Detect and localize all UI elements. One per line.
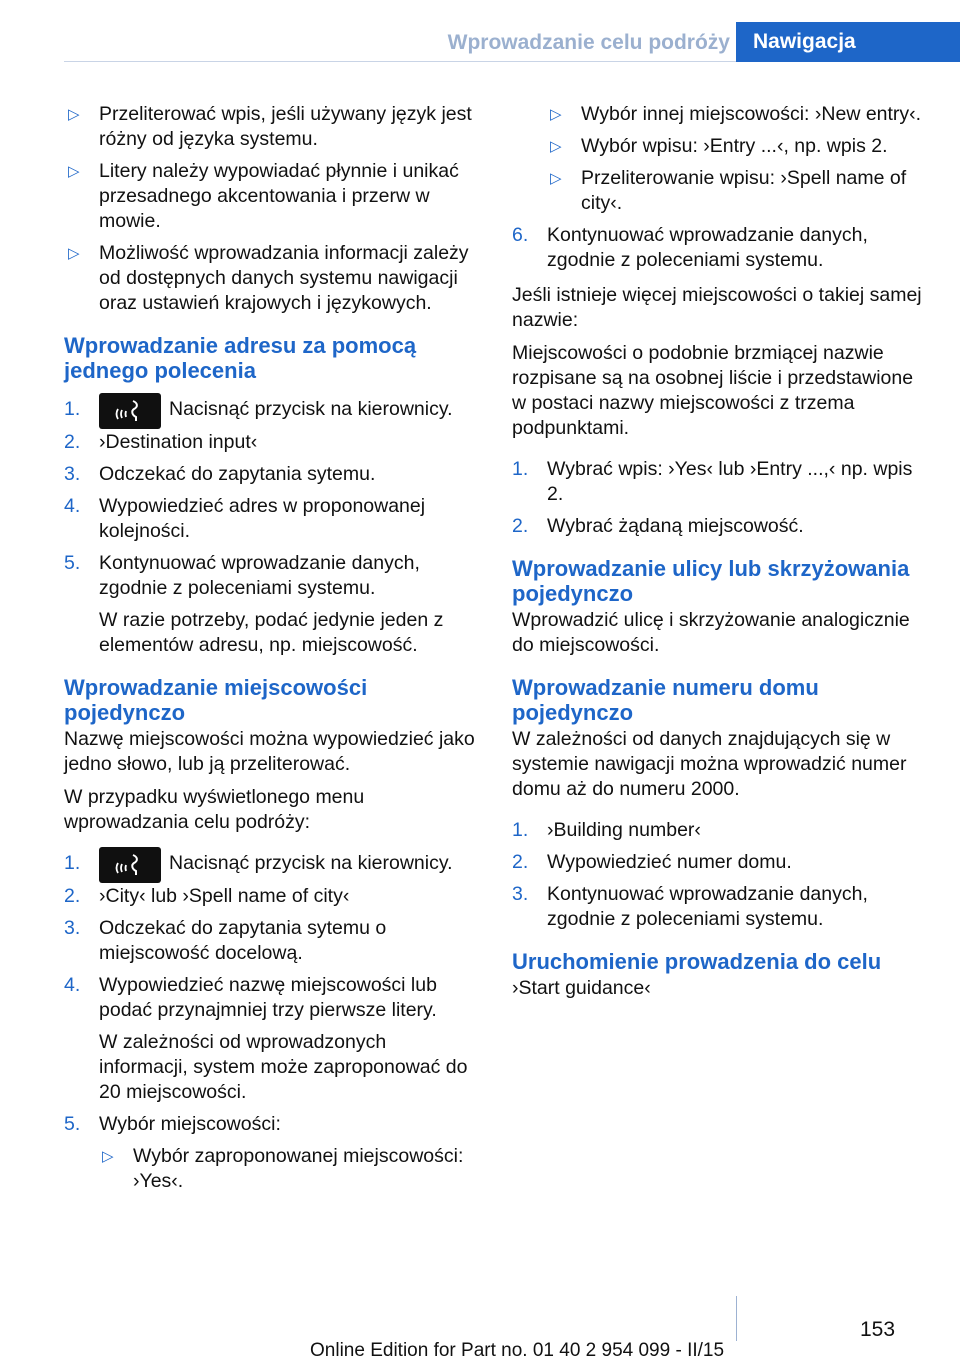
paragraph: ›Start guidance‹: [512, 977, 651, 999]
voice-glyph: [114, 851, 146, 879]
bullet-triangle-icon: ▷: [550, 170, 562, 187]
step-note: W razie potrzeby, podać jedynie jeden z elementów adresu, np. miejscowość.: [99, 609, 444, 656]
bullet-triangle-icon: ▷: [68, 245, 80, 262]
heading-street-single: Wprowadzanie ulicy lub skrzyżowania pojedynczo: [512, 556, 910, 606]
list-item: ▷ Wybór zaproponowanej miejscowości: ›Yes‹.: [102, 1145, 464, 1192]
list-item: 1. ›Building number‹: [512, 819, 701, 841]
address-steps: [64, 397, 476, 658]
header-rule: [64, 61, 736, 62]
list-item: ▷ Możliwość wprowadzania informacji zależy od dostępnych danych systemu nawigacji oraz ustawień krajowych i językowych.: [68, 242, 469, 314]
list-item: ▷ Litery należy wypowiadać płynnie i unikać przesadnego akcentowania i przerw w mowie.: [68, 160, 459, 232]
heading-start-guidance: Uruchomienie prowadzenia do celu: [512, 949, 882, 974]
multi-city-steps: [512, 457, 924, 539]
paragraph: W zależności od danych znajdujących się w systemie nawigacji można wprowadzić numer domu aż do numeru 2000.: [512, 728, 907, 800]
step-note: W zależności od wprowadzonych informacji, system może zaproponować do 20 miejscowości.: [99, 1031, 468, 1103]
list-item: 2. ›Destination input‹: [64, 431, 258, 453]
footer-rule: [736, 1296, 737, 1341]
list-item: ▷ Wybór innej miejscowości: ›New entry‹.: [550, 103, 922, 125]
bullet-triangle-icon: ▷: [550, 106, 562, 123]
paragraph: Miejscowości o podobnie brzmiącej nazwie rozpisane są na osobnej liście i przedstawione w postaci nazwy miejscowości z trzema podpunktami.: [512, 342, 914, 439]
bullet-triangle-icon: ▷: [102, 1148, 114, 1165]
list-item: 2. ›City‹ lub ›Spell name of city‹: [64, 885, 350, 907]
bullet-triangle-icon: ▷: [68, 163, 80, 180]
right-column: [512, 102, 924, 1009]
heading-address-single-command: Wprowadzanie adresu za pomocą jednego polecenia: [64, 333, 417, 383]
chapter-tab[interactable]: Nawigacja: [736, 22, 960, 62]
list-item: 1. Nacisnąć przycisk na kierownicy.: [64, 397, 476, 423]
list-item: 3. Odczekać do zapytania sytemu o miejscowość docelową.: [64, 917, 387, 964]
bullet-list: [64, 102, 476, 316]
city-steps: [64, 851, 476, 1194]
list-item: 2. Wybrać żądaną miejscowość.: [512, 515, 804, 537]
city-substeps-continued: [512, 102, 924, 273]
page-header: [0, 0, 960, 62]
paragraph: Nazwę miejscowości można wypowiedzieć jako jedno słowo, lub ją przeliterować.: [64, 728, 475, 775]
list-item: 6. Kontynuować wprowadzanie danych, zgodnie z poleceniami systemu.: [512, 224, 868, 271]
left-column: [64, 102, 476, 1204]
voice-command-icon: [99, 847, 161, 883]
bullet-triangle-icon: ▷: [550, 138, 562, 155]
list-item: 3. Odczekać do zapytania sytemu.: [64, 463, 376, 485]
list-item: ▷ Przeliterowanie wpisu: ›Spell name of city‹.: [550, 167, 907, 214]
edition-line: Online Edition for Part no. 01 40 2 954 099 - II/15: [310, 1340, 725, 1361]
list-item: ▷ Przeliterować wpis, jeśli używany język jest różny od języka systemu.: [68, 103, 472, 150]
paragraph: W przypadku wyświetlonego menu wprowadzania celu podróży:: [64, 786, 365, 833]
list-item: 4. Wypowiedzieć nazwę miejscowości lub podać przynajmniej trzy pierwsze litery. W zależności od wprowadzonych informacji, system może zaproponować do 20 miejscowości.: [64, 973, 476, 1105]
heading-house-number: Wprowadzanie numeru domu pojedynczo: [512, 675, 819, 725]
list-item: 2. Wypowiedzieć numer domu.: [512, 851, 792, 873]
heading-city-single: Wprowadzanie miejscowości pojedynczo: [64, 675, 368, 725]
voice-glyph: [114, 397, 146, 425]
step-number: 1.: [64, 398, 81, 420]
list-item: 5. Kontynuować wprowadzanie danych, zgodnie z poleceniami systemu. W razie potrzeby, podać jedynie jeden z elementów adresu, np. miejscowość.: [64, 551, 476, 658]
page-number: 153: [860, 1318, 896, 1341]
list-item: 1. Nacisnąć przycisk na kierownicy.: [64, 851, 476, 877]
list-item: ▷ Wybór wpisu: ›Entry ...‹, np. wpis 2.: [550, 135, 888, 157]
list-item: 3. Kontynuować wprowadzanie danych, zgodnie z poleceniami systemu.: [512, 883, 868, 930]
bullet-triangle-icon: ▷: [68, 106, 80, 123]
house-steps: [512, 818, 924, 932]
list-item: 5. Wybór miejscowości:: [64, 1113, 281, 1135]
list-item: 1. Wybrać wpis: ›Yes‹ lub ›Entry ...,‹ np. wpis 2.: [512, 458, 913, 505]
section-title: Wprowadzanie celu podróży: [447, 31, 730, 54]
paragraph: Jeśli istnieje więcej miejscowości o takiej samej nazwie:: [512, 284, 922, 331]
voice-command-icon: [99, 393, 161, 429]
list-item: 4. Wypowiedzieć adres w proponowanej kolejności.: [64, 495, 426, 542]
paragraph: Wprowadzić ulicę i skrzyżowanie analogicznie do miejscowości.: [512, 609, 910, 656]
